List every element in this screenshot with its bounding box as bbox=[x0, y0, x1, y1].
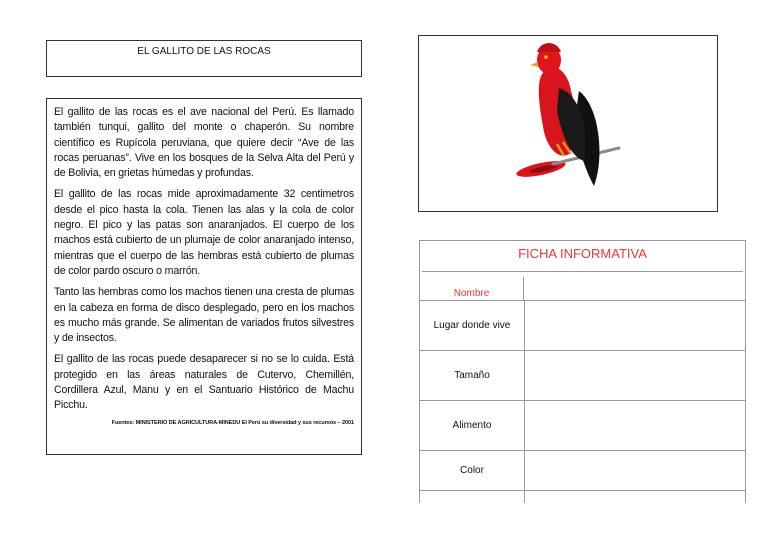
source-note: Fuentes: MINISTERIO DE AGRICULTURA-MINEDU El Perú su diversidad y sus recursos – 2001 bbox=[111, 419, 354, 426]
beak-shape bbox=[530, 62, 538, 67]
table-row-tamano bbox=[420, 351, 745, 401]
title-box bbox=[46, 40, 362, 77]
table-row-color bbox=[420, 451, 745, 491]
info-table bbox=[419, 240, 746, 503]
table-row-nombre bbox=[420, 277, 745, 301]
row-label-alimento: Alimento bbox=[420, 401, 525, 450]
bird-illustration bbox=[419, 36, 717, 211]
bird-image-frame bbox=[418, 35, 718, 212]
text-box bbox=[46, 98, 362, 455]
table-row-empty bbox=[420, 491, 745, 503]
table-row-lugar bbox=[420, 301, 745, 351]
document-title: EL GALLITO DE LAS ROCAS bbox=[137, 46, 271, 57]
row-label-tamano: Tamaño bbox=[420, 351, 525, 400]
paragraph-1: El gallito de las rocas es el ave nacional del Perú. Es llamado también tunqui, gallito del monte o chaperón. Su nombre científico es Rupícola peruviana, que quiere decir “Ave de las rocas peruanas”. Vive en los bosques de la Selva Alta del Perú y de Bolivia, en grietas húmedas y profundas. bbox=[54, 106, 354, 180]
paragraph-2: El gallito de las rocas mide aproximadamente 32 centimetros desde el pico hasta la cola. Tienen las alas y la cola de color negro. El pico y las patas son anaranjados. El cuerpo de los machos está cubierto de un plumaje de color anaranjado intenso, mientras que el cuerpo de las hembras está cubierto de plumas de color pardo oscuro o marrón. bbox=[54, 188, 354, 277]
row-label-nombre: Nombre bbox=[420, 277, 524, 300]
paragraph-4: El gallito de las rocas puede desaparecer si no se lo cuida. Está protegido en las áreas naturales de Cutervo, Chemillén, Cordillera Azul, Manu y en el Santuario Histórico de Machu Picchu. bbox=[54, 353, 354, 412]
info-table-title: FICHA INFORMATIVA bbox=[422, 241, 743, 272]
paragraph-3: Tanto las hembras como los machos tienen una cresta de plumas en la cabeza en forma de disco desplegado, pero en los machos es mucho más grande. Se alimentan de variados frutos silvestres y de insectos. bbox=[54, 286, 354, 345]
table-row-alimento bbox=[420, 401, 745, 451]
row-label-lugar: Lugar donde vive bbox=[420, 301, 525, 350]
row-label-empty bbox=[420, 491, 525, 503]
row-label-color: Color bbox=[420, 451, 525, 490]
